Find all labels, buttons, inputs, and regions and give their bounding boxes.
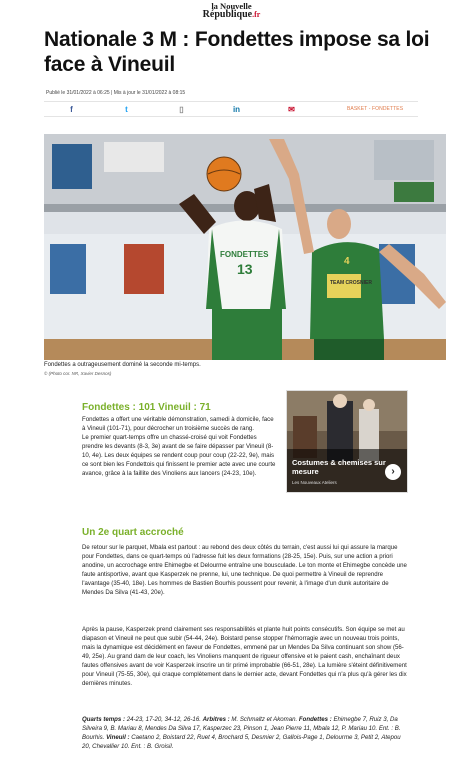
article-title: Nationale 3 M : Fondettes impose sa loi face à Vineuil [44,28,430,76]
twitter-icon[interactable]: t [125,104,128,114]
logo-line2: République.fr [202,9,261,20]
left-jersey-number: 13 [237,261,253,277]
first-quarter-paragraph: Le premier quart-temps offre un chassé-croisé qui voit Fondettes prendre les devants (8-3, 3e) avant de se faire dépasser par Vineuil (8-10, 4e). Les deux équipes se rendent coup pour coup (22-22, 9e), mais ce sont bien les Fondettois qui finissent le premier acte avec une courte avance, grâce à la faillite des Vinoliens aux lancers (24-23, 10e). [82,434,276,477]
mail-icon[interactable]: ✉ [288,104,295,114]
article-photo[interactable] [44,134,446,360]
section-heading: Un 2e quart accroché [82,527,184,538]
second-quarter-paragraph: De retour sur le parquet, Mbala est partout : au rebond des deux côtés du terrain, c'est aussi lui qui assure la marque pour Fondettes, dans ce quart-temps où l'adresse fuit les deux formations (28-25, 15e). Puis, sur une action a priori anodine, un accrochage entre Ehimegbe et Delourme entraîne une bousculade. Le ton monte et Ehimegbe concède une faute antisportive, avant que Kasperzek ne prenne, lui, une technique. De quoi permettre à Vineuil de reprendre l'avantage (35-40, 18e). Les hommes de Bastien Bourhis poussent pour revenir, à l'image d'un dunk autoritaire de Mendes Da Silva (41-43, 20e). [82,544,407,596]
site-logo[interactable] [0,2,463,19]
match-facts: Quarts temps : 24-23, 17-20, 34-12, 26-16. Arbitres : M. Schmaltz et Akoman. Fondettes : Ehimegbe 7, Ruiz 3, Da Silveira 9, B. Mariau 8, Mendes Da Silva 17, Kasperzec 23, Pinson 1, Jean Pierre 11, Mbala 12, P. Mariau 10. Ent. : B. Bourhis. Vineuil : Caetano 2, Boistard 22, Ruet 4, Brochard 5, Desmier 2, Gallois-Page 1, Delourme 3, Petit 2, Atepou 20, Chevallier 10. Ent. : B. Groisil. [82,716,401,750]
article-category[interactable]: BASKET - FONDETTES [347,106,404,112]
article-dates: Publié le 31/01/2022 à 06:25 | Mis à jour le 31/01/2022 à 08:15 [46,90,186,96]
share-bar [44,101,418,117]
ad-sponsor: Les Nouveaux Ateliers [292,480,337,485]
score-heading: Fondettes : 101 Vineuil : 71 [82,402,211,413]
photo-credit: © (Photo cor. NR, Xavier Desnos) [44,371,112,376]
intro-paragraph: Fondettes a offert une véritable démonstration, samedi à domicile, face à Vineuil (101-71), pour décrocher un troisième succès de rang. [82,416,274,432]
chevron-right-icon[interactable]: › [385,464,401,480]
intro-paragraphs [82,415,276,478]
ad-card[interactable] [286,390,408,493]
print-icon[interactable]: ▯ [179,104,184,114]
photo-caption: Fondettes a outrageusement dominé la seconde mi-temps. [44,362,201,368]
right-jersey-number: 4 [344,256,350,267]
second-half-paragraph: Après la pause, Kasperzek prend clairement ses responsabilités et plante huit points consécutifs. Son équipe se met au diapason et Vineuil ne peut que subir (54-44, 24e). Boistard pense stopper l'hémorragie avec un nouveau trois points, mais la dynamique est décidément en faveur de Fondettes, emmené par un Mendes Da Silva continuant son show (56-49, 25e). Au grand dam de leur coach, les Vinoliens manquent de rigueur offensive et le paient cash, enchaînant deux fautes offensives avant de voir Kasperzek inscrire un tir primé improbable (66-51, 28e). La lumière s'éteint définitivement pour Vineuil (75-55, 30e), qui craque complètement dans le dernier acte, devant Fondettes qui n'a plus qu'à gérer les dix dernières minutes. [82,626,407,687]
ad-title: Costumes & chemises sur mesure [292,458,386,476]
linkedin-icon[interactable]: in [232,104,241,114]
facebook-icon[interactable]: f [70,104,73,114]
right-jersey-sponsor: TEAM CROSNIER [330,280,372,286]
basketball-scene-image [44,134,446,360]
left-jersey-team: FONDETTES [220,250,269,259]
logo-line1: la Nouvelle [211,1,252,11]
